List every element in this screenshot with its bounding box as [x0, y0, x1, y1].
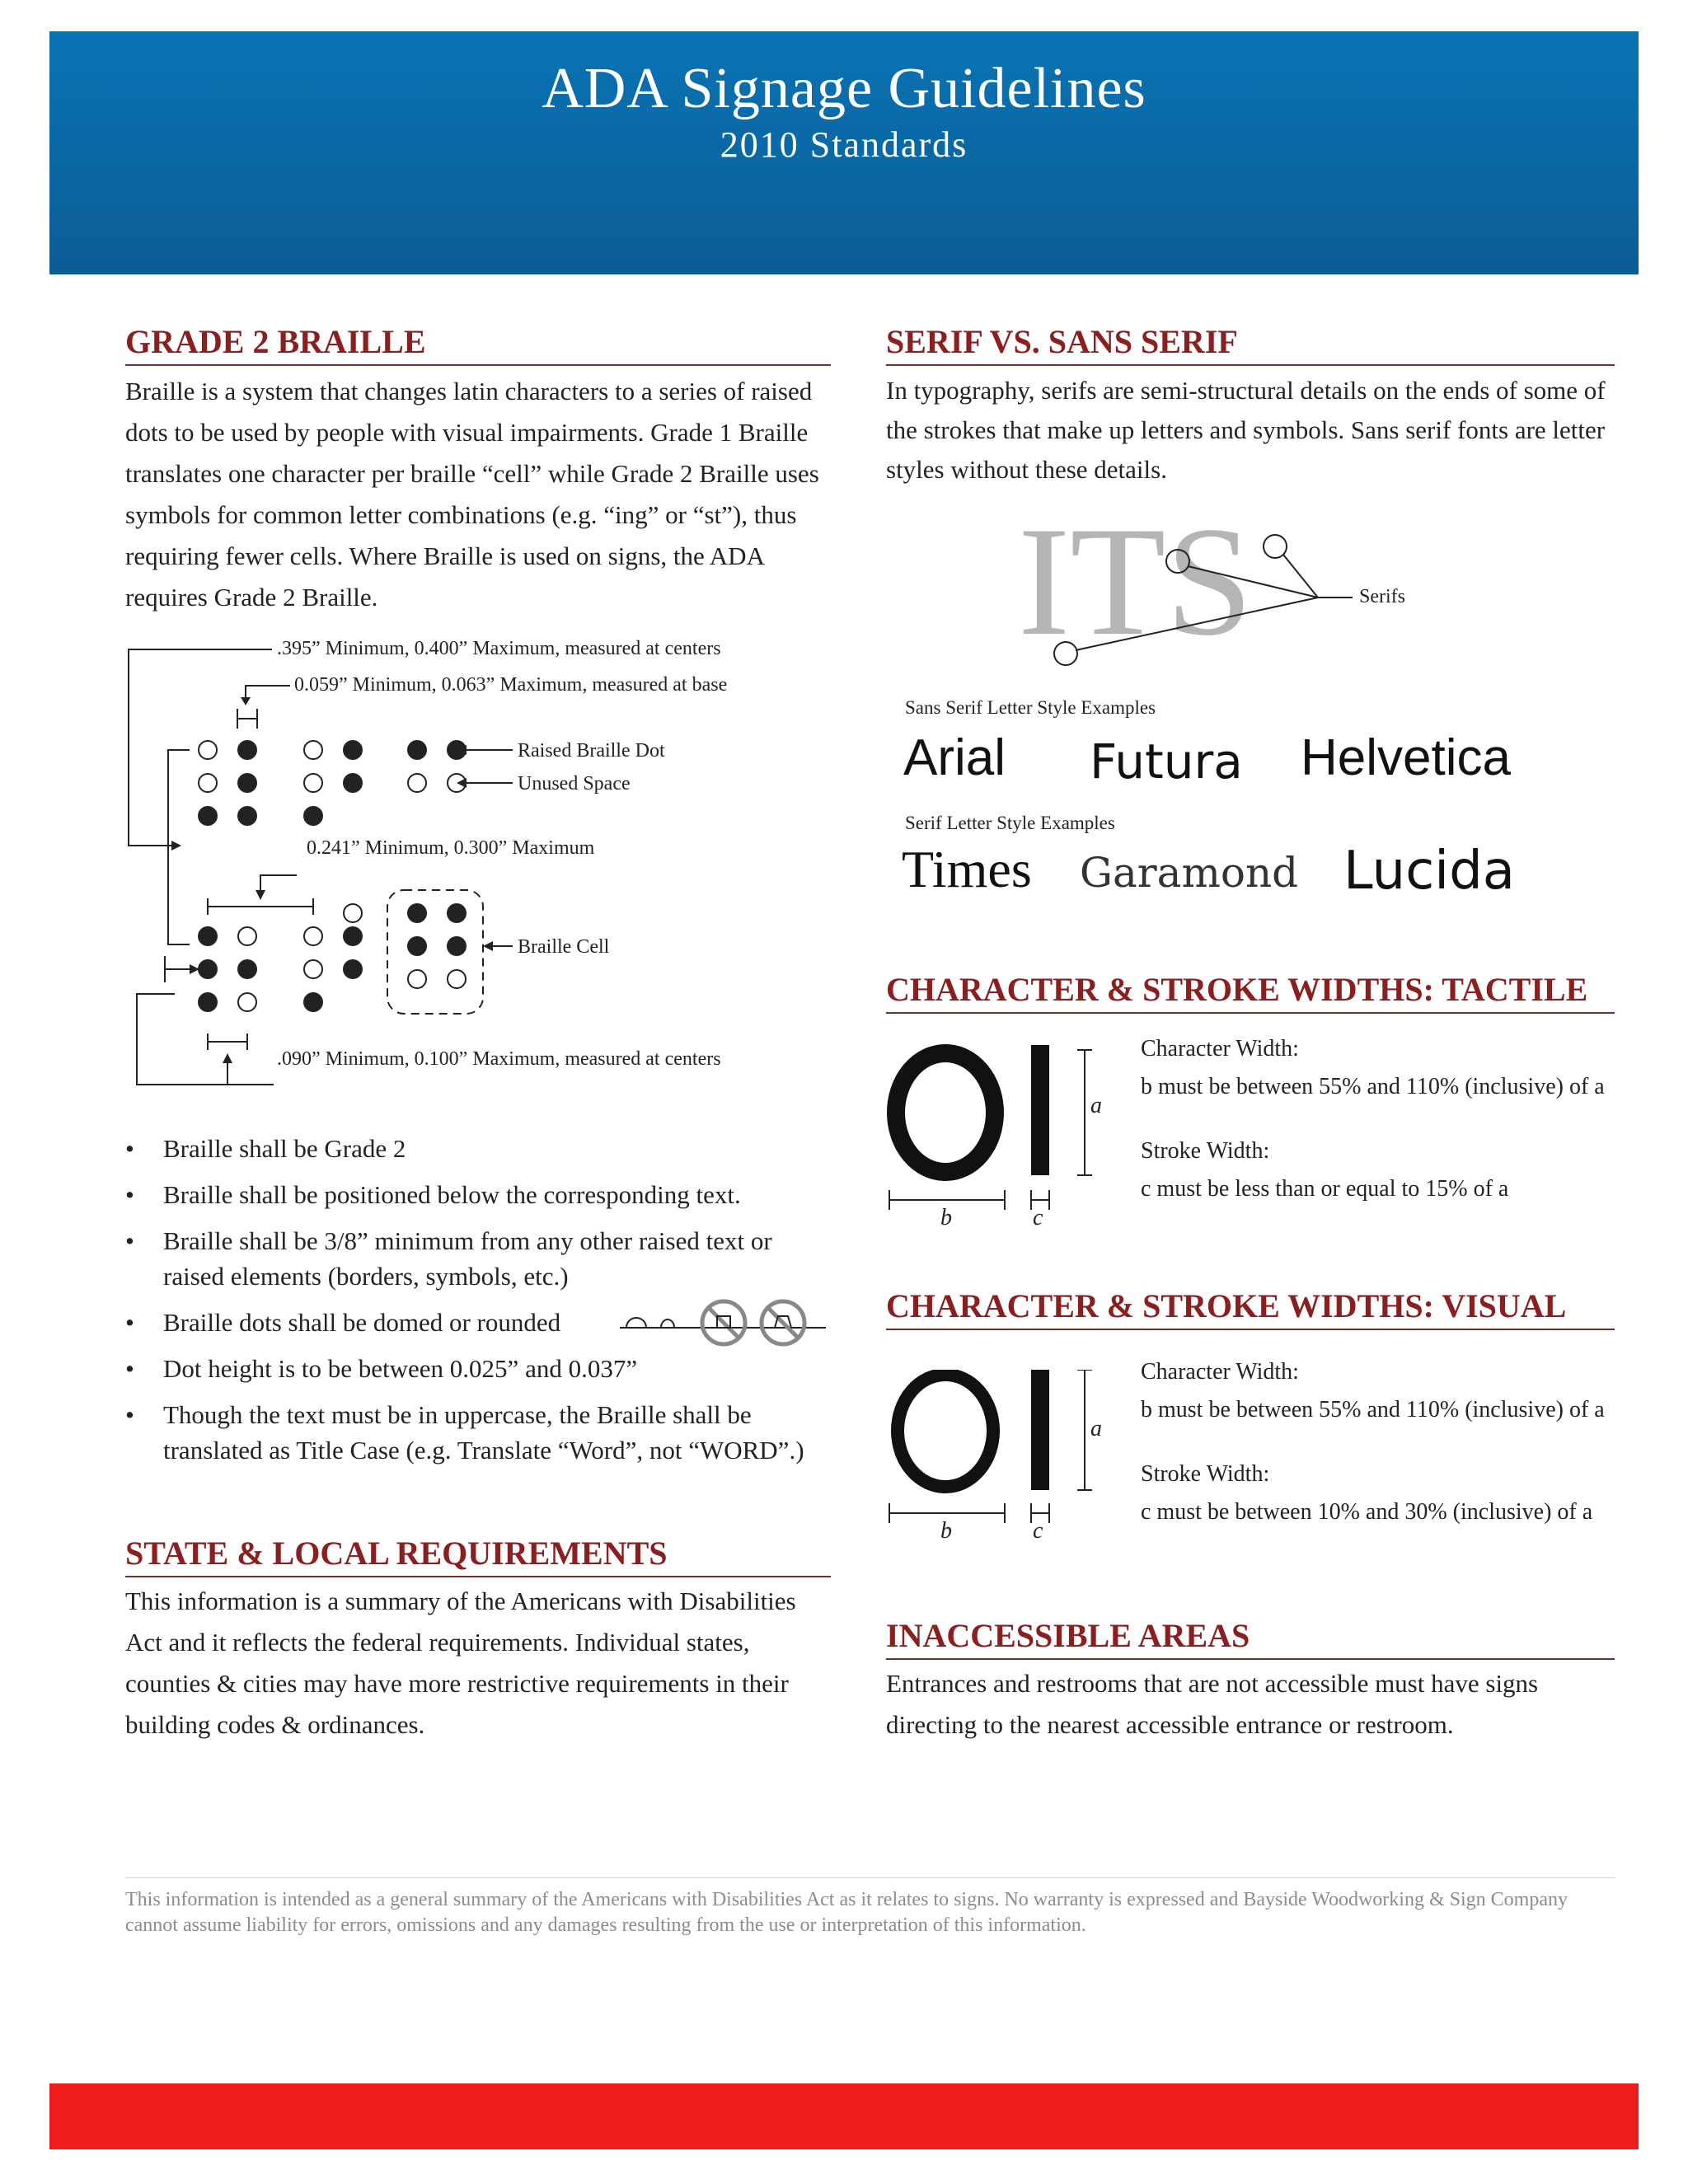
inaccessible-section	[886, 1617, 1615, 1746]
page-title: ADA Signage Guidelines	[542, 57, 1146, 120]
dome-shape-icons	[620, 1293, 826, 1351]
var-b: b	[940, 1518, 952, 1544]
bullet: •	[125, 1226, 134, 1255]
bullet: •	[125, 1134, 134, 1163]
bullet: •	[125, 1308, 134, 1337]
visual-section	[886, 1287, 1615, 1330]
centers-label: .395” Minimum, 0.400” Maximum, measured at centers	[277, 638, 721, 659]
sample-arial: Arial	[903, 729, 1006, 786]
serif-body: In typography, serifs are semi-structural details on the ends of some of the strokes that make up letters and symbols. Sans serif fonts are letter styles without these details.	[886, 376, 1606, 484]
sample-futura: Futura	[1090, 733, 1243, 790]
rule-text: Braille dots shall be domed or rounded	[163, 1308, 561, 1337]
rule-item	[125, 1131, 834, 1166]
bottom-bar	[49, 2083, 1639, 2149]
state-body: This information is a summary of the Americans with Disabilities Act and it reflects the federal requirements. Individual states, counties & cities may have more restrictive requirements in their building codes & ordinances.	[125, 1586, 796, 1739]
braille-cell-outline	[387, 890, 483, 1014]
raised-dot-label: Raised Braille Dot	[518, 740, 665, 762]
var-c: c	[1033, 1205, 1043, 1230]
var-b: b	[940, 1205, 952, 1230]
stroke-width-label: Stroke Width:	[1141, 1138, 1270, 1164]
braille-heading: GRADE 2 BRAILLE	[125, 323, 831, 366]
rule-item	[125, 1177, 834, 1212]
serif-illustration	[886, 495, 1615, 672]
char-width-rule: b must be between 55% and 110% (inclusive) of a	[1141, 1397, 1605, 1422]
braille-rules	[125, 1131, 834, 1479]
stroke-width-rule: c must be less than or equal to 15% of a	[1141, 1176, 1509, 1202]
tactile-glyphs	[886, 1040, 1158, 1238]
rule-text: Braille shall be positioned below the corresponding text.	[163, 1180, 741, 1209]
visual-diagram	[886, 1370, 1158, 1568]
sans-examples-label: Sans Serif Letter Style Examples	[905, 697, 1156, 718]
serif-examples-label: Serif Letter Style Examples	[905, 813, 1115, 833]
bullet: •	[125, 1180, 134, 1209]
rule-text: Braille shall be 3/8” minimum from any other raised text or raised elements (borders, symbols, etc.)	[163, 1226, 772, 1291]
inaccessible-body: Entrances and restrooms that are not accessible must have signs directing to the nearest accessible entrance or restroom.	[886, 1669, 1539, 1739]
char-width-label: Character Width:	[1141, 1036, 1299, 1062]
tactile-rules	[1141, 1030, 1619, 1208]
rule-item	[125, 1223, 834, 1294]
inaccessible-heading: INACCESSIBLE AREAS	[886, 1617, 1615, 1660]
braille-diagram-svg	[125, 626, 867, 1104]
unused-space-label: Unused Space	[518, 773, 631, 794]
state-section	[125, 1535, 831, 1746]
rule-text: Though the text must be in uppercase, the Braille shall be translated as Title Case (e.g. Translate “Word”, not “WORD”.)	[163, 1400, 804, 1465]
braille-section	[125, 323, 831, 618]
bullet: •	[125, 1354, 134, 1383]
dot-centers-label: .090” Minimum, 0.100” Maximum, measured at centers	[277, 1048, 721, 1070]
braille-bottom-row	[198, 890, 483, 1014]
sample-garamond: Garamond	[1080, 849, 1299, 897]
footer-divider	[125, 1877, 1615, 1878]
tactile-section	[886, 971, 1615, 1014]
cell-gap-label: 0.241” Minimum, 0.300” Maximum	[307, 837, 595, 859]
visual-glyphs	[886, 1370, 1158, 1568]
sample-helvetica: Helvetica	[1301, 729, 1511, 786]
tactile-heading: CHARACTER & STROKE WIDTHS: TACTILE	[886, 971, 1615, 1014]
serif-section	[886, 323, 1615, 490]
stroke-width-rule: c must be between 10% and 30% (inclusive) of a	[1141, 1499, 1593, 1525]
serif-heading: SERIF VS. SANS SERIF	[886, 323, 1615, 366]
rule-text: Braille shall be Grade 2	[163, 1134, 406, 1163]
rule-item	[125, 1305, 834, 1340]
serifs-label: Serifs	[1359, 586, 1405, 607]
page-subtitle: 2010 Standards	[720, 124, 968, 165]
char-width-label: Character Width:	[1141, 1359, 1299, 1385]
its-word: ITS	[1018, 495, 1253, 668]
var-c: c	[1033, 1518, 1043, 1544]
var-a: a	[1090, 1093, 1102, 1118]
footer-disclaimer: This information is intended as a general summary of the Americans with Disabilities Act as it relates to signs. No warranty is expressed and Bayside Woodworking & Sign Company cannot assume liability for errors, omissions and any damages resulting from the use or interpretation of this information.	[125, 1889, 1568, 1936]
rule-text: Dot height is to be between 0.025” and 0.037”	[163, 1354, 638, 1383]
rule-item	[125, 1351, 834, 1386]
sample-times: Times	[902, 840, 1032, 898]
tactile-diagram	[886, 1040, 1158, 1238]
braille-top-row	[198, 740, 467, 826]
visual-heading: CHARACTER & STROKE WIDTHS: VISUAL	[886, 1287, 1615, 1330]
char-width-rule: b must be between 55% and 110% (inclusive) of a	[1141, 1074, 1605, 1099]
state-heading: STATE & LOCAL REQUIREMENTS	[125, 1535, 831, 1577]
var-a: a	[1090, 1416, 1102, 1441]
visual-rules	[1141, 1353, 1619, 1531]
base-label: 0.059” Minimum, 0.063” Maximum, measured at base	[294, 674, 728, 696]
braille-body: Braille is a system that changes latin characters to a series of raised dots to be used by people with visual impairments. Grade 1 Braille translates one character per braille “cell” while Grade 2 Braille uses symbols for common letter combinations (e.g. “ing” or “st”), thus requiring fewer cells. Where Braille is used on signs, the ADA requires Grade 2 Braille.	[125, 377, 819, 612]
braille-diagram	[125, 626, 867, 1104]
rule-item	[125, 1397, 834, 1468]
header-banner	[49, 31, 1639, 274]
sample-lucida: Lucida	[1343, 841, 1515, 902]
stroke-width-label: Stroke Width:	[1141, 1461, 1270, 1487]
bullet: •	[125, 1400, 134, 1429]
braille-cell-label: Braille Cell	[518, 936, 610, 958]
serif-callouts	[886, 515, 1615, 672]
